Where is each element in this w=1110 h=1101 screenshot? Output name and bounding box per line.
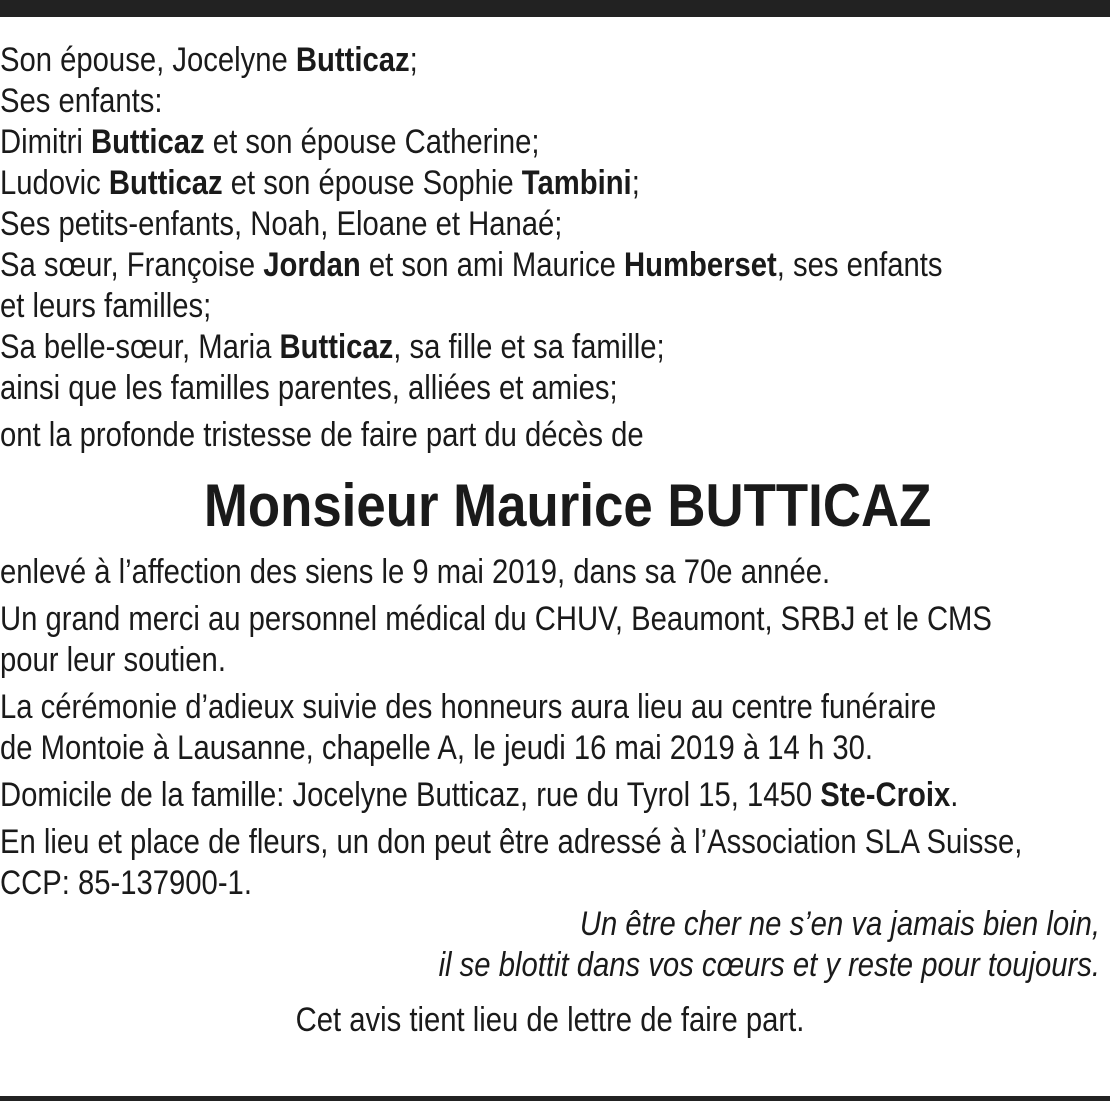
surname: Butticaz <box>90 123 205 161</box>
sister-line: Sa sœur, Françoise Jordan et son ami Maurice Humberset, ses enfants <box>0 246 943 284</box>
ceremony-line: La cérémonie d’adieux suivie des honneurs aura lieu au centre funéraire <box>0 688 937 726</box>
surname: Jordan <box>263 246 361 284</box>
surname: Butticaz <box>108 164 223 202</box>
closing-line: Cet avis tient lieu de lettre de faire part. <box>295 1001 805 1039</box>
bottom-border-rule <box>0 1096 1110 1101</box>
child-line: Dimitri Butticaz et son épouse Catherine; <box>0 123 540 161</box>
surname: Butticaz <box>295 41 410 79</box>
quote-line-continued: il se blottit dans vos cœurs et y reste pour toujours. <box>438 946 1101 984</box>
wife-line: Son épouse, Jocelyne Butticaz; <box>0 41 418 79</box>
top-border-bar <box>0 0 1110 17</box>
donation-account-line: CCP: 85-137900-1. <box>0 864 252 902</box>
quote-line: Un être cher ne s’en va jamais bien loin, <box>579 905 1100 943</box>
obituary-notice <box>0 40 1100 1041</box>
domicile-line: Domicile de la famille: Jocelyne Butticaz, rue du Tyrol 15, 1450 Ste-Croix. <box>0 776 959 814</box>
grandchildren-line: Ses petits-enfants, Noah, Eloane et Hanaé; <box>0 205 563 243</box>
passing-line: enlevé à l’affection des siens le 9 mai 2019, dans sa 70e année. <box>0 553 831 591</box>
sister-line-continued: et leurs familles; <box>0 287 212 325</box>
announcement-line: ont la profonde tristesse de faire part du décès de <box>0 416 644 454</box>
relatives-line: ainsi que les familles parentes, alliées et amies; <box>0 369 618 407</box>
surname: Tambini <box>521 164 632 202</box>
children-heading: Ses enfants: <box>0 82 163 120</box>
deceased-name-title: Monsieur Maurice BUTTICAZ <box>203 472 932 539</box>
sister-in-law-line: Sa belle-sœur, Maria Butticaz, sa fille et sa famille; <box>0 328 665 366</box>
thanks-line: Un grand merci au personnel médical du CHUV, Beaumont, SRBJ et le CMS <box>0 600 992 638</box>
thanks-line-continued: pour leur soutien. <box>0 641 226 679</box>
surname: Humberset <box>624 246 777 284</box>
surname: Butticaz <box>279 328 394 366</box>
ceremony-line-continued: de Montoie à Lausanne, chapelle A, le jeudi 16 mai 2019 à 14 h 30. <box>0 729 873 767</box>
donation-line: En lieu et place de fleurs, un don peut être adressé à l’Association SLA Suisse, <box>0 823 1023 861</box>
child-line: Ludovic Butticaz et son épouse Sophie Tambini; <box>0 164 640 202</box>
town-name: Ste-Croix <box>820 776 951 814</box>
